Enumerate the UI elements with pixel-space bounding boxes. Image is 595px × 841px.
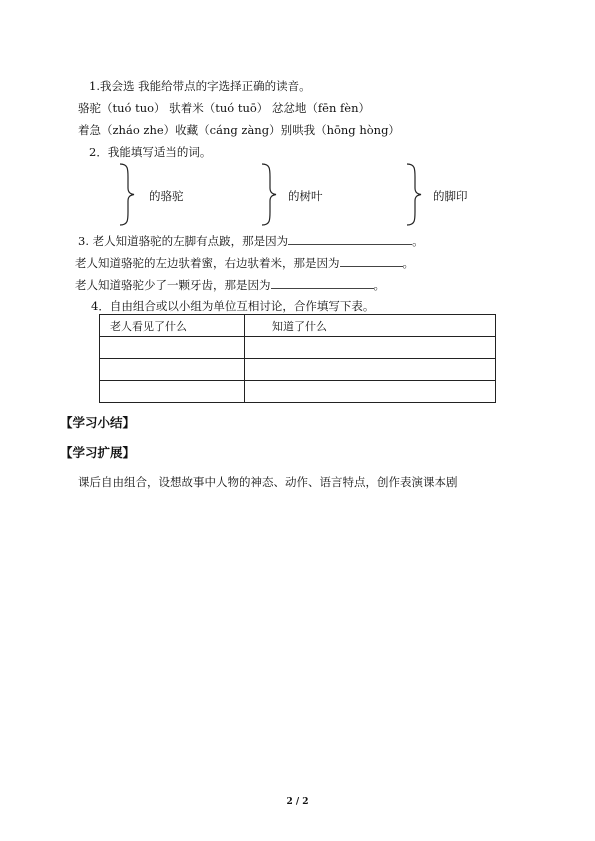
table-row: [100, 337, 496, 359]
extension-text: 课后自由组合，设想故事中人物的神态、动作、语言特点，创作表演课本剧: [78, 475, 458, 489]
q3-a-end: 。: [412, 234, 424, 248]
table-header-cell: 知道了什么: [245, 315, 496, 337]
q3-line-a: [78, 233, 424, 249]
table-cell[interactable]: [245, 359, 496, 381]
page-number: 2 / 2: [286, 797, 309, 807]
summary-heading: 【学习小结】: [60, 415, 136, 430]
table-header-row: [100, 315, 496, 337]
answer-blank[interactable]: [288, 233, 412, 245]
table-cell[interactable]: [100, 359, 245, 381]
table-cell[interactable]: [100, 381, 245, 403]
q1-row1: 骆驼（tuó tuo） 驮着米（tuó tuō） 忿忿地（fēn fèn）: [78, 101, 371, 115]
q3-c-text: 老人知道骆驼少了一颗牙齿，那是因为: [75, 278, 271, 292]
q3-a-text: 3. 老人知道骆驼的左脚有点跛，那是因为: [78, 234, 289, 248]
q2-item-1: 的骆驼: [149, 189, 184, 203]
q4-intro: 4．自由组合或以小组为单位互相讨论，合作填写下表。: [91, 299, 375, 313]
table-row: [100, 381, 496, 403]
table-cell[interactable]: [100, 337, 245, 359]
q2-item-2: 的树叶: [288, 189, 323, 203]
extension-heading: 【学习扩展】: [60, 445, 136, 460]
q3-c-end: 。: [373, 278, 385, 292]
table-cell[interactable]: [245, 381, 496, 403]
q1-intro: 1.我会选 我能给带点的字选择正确的读音。: [89, 79, 311, 93]
q2-intro: 2．我能填写适当的词。: [89, 145, 212, 159]
q2-item-3: 的脚印: [433, 189, 468, 203]
q3-line-b: [75, 255, 414, 271]
q3-line-c: [75, 277, 385, 293]
discussion-table: [99, 314, 496, 403]
table-header-cell: 老人看见了什么: [100, 315, 245, 337]
q3-b-text: 老人知道骆驼的左边驮着蜜，右边驮着米，那是因为: [75, 256, 340, 270]
brace-icon: [258, 163, 278, 226]
answer-blank[interactable]: [340, 255, 403, 267]
brace-icon: [116, 163, 136, 226]
q1-row2: 着急（zháo zhe）收藏（cáng zàng）别哄我（hōng hòng）: [78, 123, 400, 137]
q3-b-end: 。: [402, 256, 414, 270]
answer-blank[interactable]: [271, 277, 374, 289]
brace-icon: [403, 163, 423, 226]
table-cell[interactable]: [245, 337, 496, 359]
table-row: [100, 359, 496, 381]
